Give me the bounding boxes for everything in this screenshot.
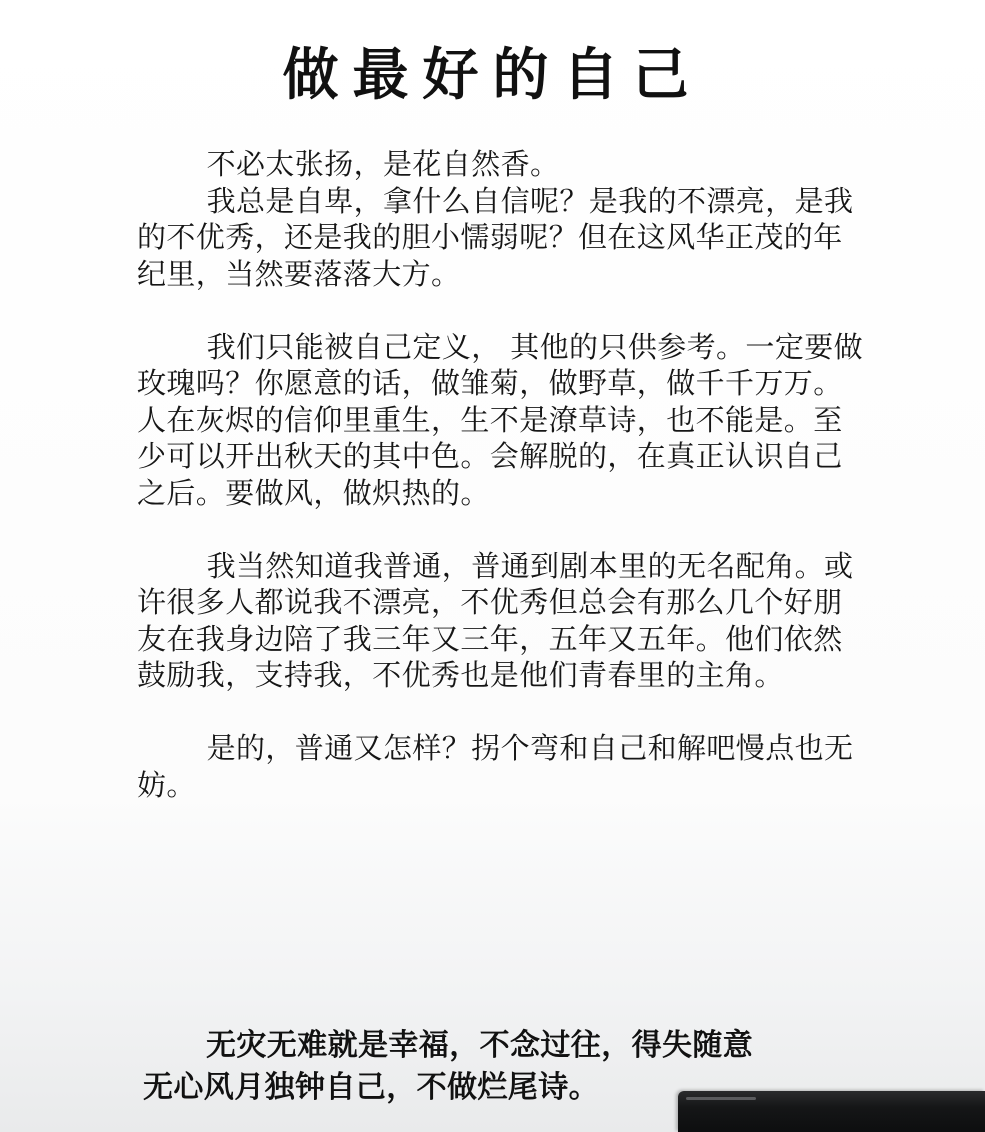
document-body [137,146,867,803]
paragraph: 我们只能被自己定义， 其他的只供参考。一定要做玫瑰吗？你愿意的话，做雏菊，做野草，做千千万万。人在灰烬的信仰里重生，生不是潦草诗，也不能是。至少可以开出秋天的其中色。会解脱的，在真正认识自己之后。要做风，做炽热的。 [137,329,864,510]
paragraph: 不必太张扬，是花自然香。 [206,147,560,181]
device-corner-image [678,1091,985,1132]
closing-line-1: 无灾无难就是幸福，不念过往，得失随意 [206,1028,754,1063]
paragraph: 我总是自卑，拿什么自信呢？是我的不漂亮，是我的不优秀，还是我的胆小懦弱呢？但在这风华正茂的年纪里，当然要落落大方。 [137,183,854,291]
paragraph: 我当然知道我普通，普通到剧本里的无名配角。或许很多人都说我不漂亮，不优秀但总会有那么几个好朋友在我身边陪了我三年又三年，五年又五年。他们依然鼓励我，支持我，不优秀也是他们青春里的主角。 [137,548,854,692]
closing-line-2: 无心风月独钟自己，不做烂尾诗。 [143,1070,599,1105]
paragraph: 是的，普通又怎样？拐个弯和自己和解吧慢点也无妨。 [137,731,854,802]
document-title: 做最好的自己 [282,43,703,108]
